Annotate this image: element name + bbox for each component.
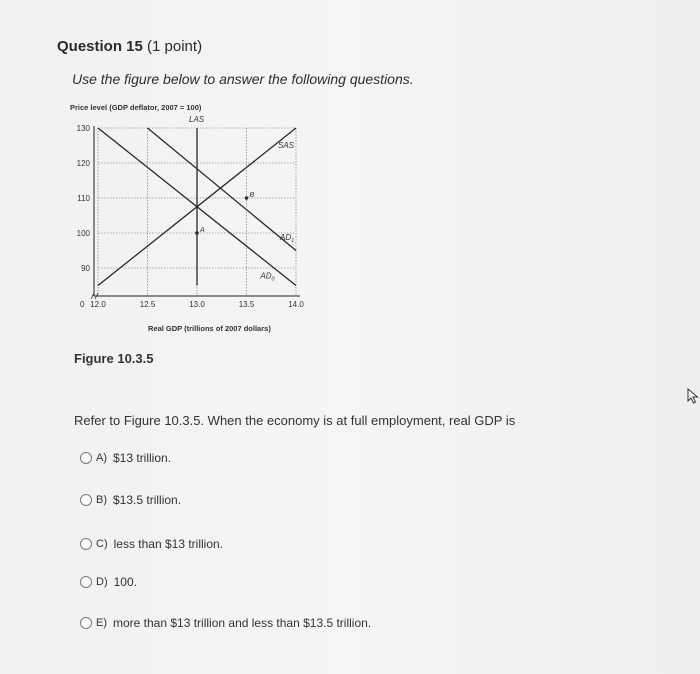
y-tick-label: 120: [76, 159, 90, 168]
question-points: (1 point): [147, 38, 203, 55]
origin-label: 0: [80, 300, 85, 309]
label-las: LAS: [189, 115, 205, 124]
option-b-text: $13.5 trillion.: [113, 493, 182, 507]
point-label-b: B: [249, 192, 255, 199]
x-axis-label: Real GDP (trillions of 2007 dollars): [148, 324, 271, 333]
arrow-cursor-icon: [686, 388, 700, 404]
label-ad0: $AD_0$: [260, 271, 275, 283]
y-tick-label: 110: [77, 194, 90, 203]
question-instruction: Use the figure below to answer the following questions.: [72, 71, 414, 87]
option-a-letter: A): [96, 452, 107, 464]
label-sas: SAS: [278, 141, 295, 150]
option-e-letter: E): [96, 617, 107, 629]
radio-e[interactable]: [80, 617, 92, 629]
radio-a[interactable]: [80, 452, 92, 464]
x-tick-label: 14.0: [288, 300, 304, 309]
option-c-text: less than $13 trillion.: [113, 537, 224, 551]
option-a[interactable]: [80, 451, 171, 465]
x-tick-label: 12.0: [90, 300, 106, 309]
option-b[interactable]: [80, 493, 181, 507]
option-e[interactable]: [80, 616, 371, 630]
question-prompt: Refer to Figure 10.3.5. When the economy is at full employment, real GDP is: [74, 413, 516, 428]
option-d[interactable]: [80, 575, 137, 589]
option-e-text: more than $13 trillion and less than $13.5 trillion.: [113, 616, 372, 630]
x-tick-label: 13.0: [189, 300, 205, 309]
y-tick-label: 90: [81, 264, 90, 273]
option-d-letter: D): [96, 576, 108, 588]
option-b-letter: B): [96, 494, 107, 506]
figure-caption: Figure 10.3.5: [74, 351, 154, 366]
question-number: Question 15: [57, 38, 143, 55]
x-tick-label: 12.5: [139, 300, 156, 309]
radio-b[interactable]: [80, 494, 92, 506]
point-b: [245, 196, 249, 200]
question-title: [57, 38, 202, 55]
y-tick-label: 100: [76, 229, 90, 238]
x-tick-label: 13.5: [238, 300, 255, 309]
point-a: [195, 231, 199, 235]
option-c[interactable]: [80, 537, 223, 551]
y-tick-label: 130: [76, 124, 90, 133]
label-ad1: $AD_1$: [280, 233, 295, 244]
figure-10-3-5: [60, 98, 320, 338]
option-c-letter: C): [96, 538, 108, 550]
point-label-a: A: [200, 227, 205, 234]
radio-c[interactable]: [80, 538, 92, 550]
option-d-text: 100.: [113, 575, 137, 589]
option-a-text: $13 trillion.: [113, 451, 172, 465]
ad-as-chart: [60, 98, 320, 338]
radio-d[interactable]: [80, 576, 92, 588]
chart-title: Price level (GDP deflator, 2007 = 100): [70, 103, 202, 112]
